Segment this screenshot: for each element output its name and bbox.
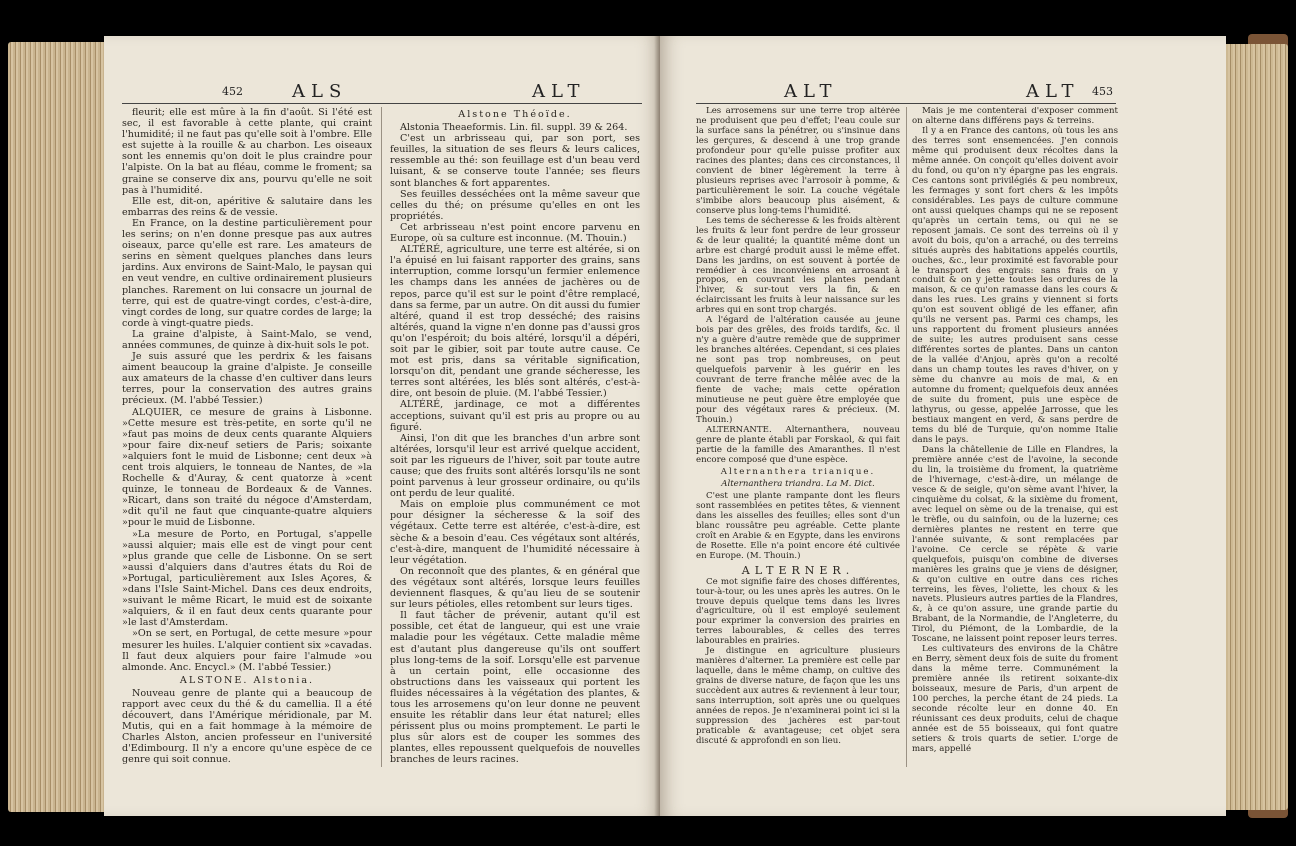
running-head-right: ALT	[532, 81, 586, 102]
paragraph: Ainsi, l'on dit que les branches d'un arbre sont altérées, lorsqu'il leur est arrivé quelque accident, soit par les rigueurs de l'hiver, soit par toute autre cause; que des fruits sont altérés lorsqu'ils ne sont point parvenus à leur grosseur ordinaire, ou qu'ils ont perdu de leur qualité.	[390, 432, 640, 500]
text-column-1	[122, 107, 372, 766]
paragraph: C'est un arbrisseau qui, par son port, ses feuilles, la situation de ses fleurs & leurs calices, ressemble au thé: son feuillage est d'un beau verd luisant, & se conserve toute l'année; ses fleurs sont blanches & fort apparentes.	[390, 133, 640, 189]
paragraph: ALTERNER.	[741, 563, 855, 577]
open-book	[8, 30, 1288, 822]
paragraph: »La mesure de Porto, en Portugal, s'appelle »aussi alquier; mais elle est de vingt pour cent »plus grande que celle de Lisbonne. On se sert »aussi d'alquiers dans d'autres états du Roi de »Portugal, particulièrement aux Isles Açores, & »dans l'Isle Saint-Michel. Dans ces deux endroits, »suivant le même Ricart, le muid est de soixante »alquiers, & il en faut deux cents quarante pour »le last d'Amsterdam.	[122, 528, 372, 629]
paragraph: Je distingue en agriculture plusieurs manières d'alterner. La première est celle par laquelle, dans le même champ, on cultive des grains de diverse nature, de façon que les uns succèdent aux autres & reviennent à leur tour, sans interruption, soit après une ou quelques années de repos. Je n'examinerai point ici si la suppression des jachères est par-tout praticable & avantageuse; cet objet sera discuté & approfondi en son lieu.	[696, 646, 900, 747]
paragraph: Il faut tâcher de prévenir, autant qu'il est possible, cet état de langueur, qui est une vraie maladie pour les végétaux. Cette maladie même est d'autant plus dangereuse qu'ils ont souffert plus long-tems de la soif. Lorsqu'elle est parvenue à un certain point, elle occasionne des obstructions dans les vaisseaux qui portent les fluides nécessaires à la végétation des plantes, & tous les arrosemens qu'on leur donne ne peuvent ensuite les rétablir dans leur état naturel; elles périssent plus ou moins promptement. Le parti le plus sûr alors est de couper les sommes des plantes, elles repoussent quelquefois de nouvelles branches de leurs racines.	[390, 610, 640, 766]
paragraph: fleurit; elle est mûre à la fin d'août. Si l'été est sec, il est favorable à cette plante, qui craint l'humidité; il ne faut pas qu'elle soit à l'ombre. Elle est sujette à la rouille & au charbon. Les oiseaux sont les ennemis qu'on doit le plus craindre pour l'alpiste. On la bat au fléau, comme le froment; sa graine se conserve dix ans, pourvu qu'elle ne soit pas à l'humidité.	[122, 107, 372, 196]
paragraph: On reconnoît que des plantes, & en général que des végétaux sont altérés, lorsque leurs feuilles deviennent flasques, & qu'au lieu de se soutenir sur leurs pétioles, elles retombent sur leurs tiges.	[390, 565, 640, 611]
paragraph: En France, on la destine particulièrement pour les serins; on n'en donne presque pas aux autres oiseaux, parce qu'elle est rare. Les amateurs de serins en sèment quelques planches dans leurs jardins. Aux environs de Saint-Malo, le paysan qui en veut vendre, en cultive ordinairement plusieurs planches. Rarement on lui consacre un journal de terre, qui est de quatre-vingt cordes, c'est-à-dire, vingt cordes de long, sur quatre cordes de large; la corde à vingt-quatre pieds.	[122, 217, 372, 329]
paragraph: Je suis assuré que les perdrix & les faisans aiment beaucoup la graine d'alpiste. Je conseille aux amateurs de la chasse d'en cultiver dans leurs terres, pour la conservation des autres grains précieux. (M. l'abbé Tessier.)	[122, 351, 372, 407]
column-divider	[906, 107, 907, 767]
column-divider	[381, 107, 382, 767]
paragraph: Dans la châtellenie de Lille en Flandres, la première année c'est de l'avoine, la seconde du lin, la troisième du froment, la quatrième de l'hivernage, c'est-à-dire, un mélange de vesce & de seigle, qu'on sème avant l'hiver, la cinquième du colsat, & la sixième du froment, avec lequel on sème ou de la trenaise, qui est le trèfle, ou du sainfoin, ou de la luzerne; ces dernières plantes ne restent en terre que l'année suivante, & sont remplacées par l'avoine. Ce cercle se répète & varie quelquefois, puisqu'on combine de diverses manières les grains que je viens de désigner, & qu'on cultive en outre dans ces riches terreins, les fèves, l'oliette, les choux & les navets. Plusieurs autres parties de la Flandres, &, à ce qu'on assure, une grande partie du Brabant, de la Normandie, de l'Angleterre, du Tirol, du Piémont, de la Lombardie, de la Toscane, ne laissent point reposer leurs terres.	[912, 444, 1118, 645]
paragraph: La graine d'alpiste, à Saint-Malo, se vend, années communes, de quinze à dix-huit sols le pot.	[122, 328, 372, 351]
paragraph: Elle est, dit-on, apéritive & salutaire dans les embarras des reins & de vessie.	[122, 195, 372, 218]
paragraph: ALSTONE. Alstonia.	[179, 674, 315, 686]
paragraph: A l'égard de l'altération causée au jeune bois par des grêles, des froids tardifs, &c. il n'y a guère d'autre remède que de supprimer les branches altérées. Cependant, si ces plaies ne sont pas trop nombreuses, on peut quelquefois parvenir à les guérir en les couvrant de terre franche mêlée avec de la fiente de vache; mais cette opération minutieuse ne peut guère être employée que pour des végétaux rares & précieux. (M. Thouin.)	[696, 315, 900, 426]
page-edges-left	[8, 42, 118, 812]
paragraph: ALTÉRÉ, agriculture, une terre est altérée, si on l'a épuisé en lui faisant rapporter des grains, sans interruption, comme lorsqu'un fermier enlemence les champs dans les années de jachères ou de repos, parce qu'il est sur le point d'être remplacé, dans sa ferme, par un autre. On dit aussi du fumier altéré, quand il est trop desséché; des raisins altérés, quand la vigne n'en donne pas d'aussi gros qu'on l'espéroit; du bois altéré, lorsqu'il a dépéri, soit par le gibier, soit par toute autre cause. Ce mot est pris, dans sa véritable signification, lorsqu'on dit, pendant une grande sécheresse, les terres sont altérées, les blés sont altérés, c'est-à-dire, ont besoin de pluie. (M. l'abbé Tessier.)	[390, 244, 640, 400]
paragraph: Alstonia Theaeformis. Lin. fil. suppl. 39 & 264.	[400, 122, 628, 134]
header-rule	[696, 103, 1116, 104]
paragraph: Alternanthera trianique.	[720, 466, 876, 477]
paragraph: Ses feuilles desséchées ont la même saveur que celles du thé; on présume qu'elles en ont les propriétés.	[390, 188, 640, 222]
paragraph: ALQUIER, ce mesure de grains à Lisbonne. »Cette mesure est très-petite, en sorte qu'il ne »faut pas moins de deux cents quarante Alquiers »pour faire dix-neuf setiers de Paris; soixante »alquiers font le muid de Lisbonne; cent deux »à cent trois alquiers, le tonneau de Nantes, de »la Rochelle & d'Auray, & cent quatorze à »cent quinze, le tonneau de Bordeaux & de Vannes. »Ricart, dans son traité du négoce d'Amsterdam, »dit qu'il ne faut que cinquante-quatre alquiers »pour le muid de Lisbonne.	[122, 406, 372, 529]
paragraph: C'est une plante rampante dont les fleurs sont rassemblées en petites têtes, & viennent dans les aisselles des feuilles; elles sont d'un blanc roussâtre peu agréable. Cette plante croît en Arabie & en Egypte, dans les environs de Rosette. Elle n'a point encore été cultivée en Europe. (M. Thouin.)	[696, 490, 900, 561]
paragraph: Alternanthera triandra. La M. Dict.	[721, 478, 875, 489]
right-page	[660, 36, 1226, 816]
running-head-left: ALS	[292, 81, 348, 102]
paragraph: Les arrosemens sur une terre trop altérée ne produisent que peu d'effet; l'eau coule sur la surface sans la pénétrer, ou s'insinue dans les gerçures, & descend à une trop grande profondeur pour qu'elle puisse profiter aux racines des plantes; dans ces circonstances, il convient de biner légèrement la terre à plusieurs reprises avec l'arrosoir à pomme, & particulièrement le soir. La couche végétale s'imbibe alors beaucoup plus aisément, & conserve plus long-tems l'humidité.	[696, 107, 900, 216]
paragraph: »On se sert, en Portugal, de cette mesure »pour mesurer les huiles. L'alquier contient six »cavadas. Il faut deux alquiers pour faire l'almude »ou almonde. Anc. Encycl.» (M. l'abbé Tessier.)	[122, 628, 372, 673]
paragraph: Mais je me contenterai d'exposer comment on alterne dans différens pays & terreins.	[912, 107, 1118, 126]
paragraph: ALTERNANTE. Alternanthera, nouveau genre de plante établi par Forskaol, & qui fait partie de la famille des Amaranthes. Il n'est encore composé que d'une espèce.	[696, 425, 900, 465]
text-column-2	[390, 107, 640, 766]
paragraph: Il y a en France des cantons, où tous les ans des terres sont ensemencées. J'en connois même qui produisent deux récoltes dans la même année. On conçoit qu'elles doivent avoir du fond, ou qu'on n'y épargne pas les engrais. Ces cantons sont privilégiés & peu nombreux, les fermages y sont fort chers & les impôts considérables. Les pays de culture commune ont aussi quelques champs qui ne se reposent qu'après un certain tems, ou qui ne se reposent jamais. Ce sont des terreins où il y avoit du bois, qu'on a arraché, ou des terreins situés auprès des habitations appelés courtils, ouches, &c., leur proximité est favorable pour le transport des engrais: sans frais on y conduit & on y jette toutes les ordures de la maison, & ce qu'on ramasse dans les cours & dans les rues. Les grains y viennent si forts qu'on est souvent obligé de les effaner, afin qu'ils ne versent pas. Parmi ces champs, les uns rapportent du froment plusieurs années de suite; les autres produisent sans cesse différentes sortes de plantes. Dans un canton de la vallée d'Anjou, après qu'on a recolté dans un champ toutes les raves d'hiver, on y sème du chanvre au mois de mai, & en automne du froment; quelquefois deux années de suite du froment, puis une espèce de lathyrus, ou gesse, appelée Jarrosse, que les bestiaux mangent en verd, & sans perdre de tems du blé de Turquie, qu'on nomme Italie dans le pays.	[912, 125, 1118, 445]
running-head-left: ALT	[784, 81, 838, 102]
paragraph: Cet arbrisseau n'est point encore parvenu en Europe, où sa culture est inconnue. (M. Thouin.)	[390, 221, 640, 245]
paragraph: Alstone Théoïde.	[458, 109, 572, 120]
paragraph: Les cultivateurs des environs de la Châtre en Berry, sèment deux fois de suite du froment dans la même terre. Communément la première année ils retirent soixante-dix boisseaux, mesure de Paris, d'un arpent de 100 perches, la perche étant de 24 pieds. La seconde récolte leur en donne 40. En réunissant ces deux produits, celui de chaque année est de 55 boisseaux, qui font quatre setiers & trois quarts de setier. L'orge de mars, appellé	[912, 644, 1118, 754]
page-number: 453	[1092, 85, 1113, 98]
paragraph: Les tems de sécheresse & les froids altèrent les fruits & leur font perdre de leur grosseur & de leur qualité; la quantité même dont un arbre est chargé produit aussi le même effet. Dans les jardins, on est souvent à portée de remédier à ces inconvéniens en arrosant à propos, en couvrant les plantes pendant l'hiver, & sur-tout vers la fin, & en éclaircissant les fruits à leur naissance sur les arbres qui en sont trop chargés.	[696, 215, 900, 316]
running-head-right: ALT	[1026, 81, 1080, 102]
paragraph: Ce mot signifie faire des choses différentes, tour-à-tour, ou les unes après les autres. On le trouve depuis quelque tems dans les livres d'agriculture, où il est employé seulement pour exprimer la conversion des prairies en terres labourables, & celles des terres labourables en prairies.	[696, 576, 900, 647]
page-number: 452	[222, 85, 243, 98]
paragraph: ALTÉRÉ, jardinage, ce mot a différentes acceptions, suivant qu'il est pris au propre ou au figuré.	[390, 399, 640, 433]
text-column-2	[912, 107, 1118, 755]
left-page	[104, 36, 660, 816]
paragraph: Mais on emploie plus communément ce mot pour désigner la sécheresse & la soif des végétaux. Cette terre est altérée, c'est-à-dire, est sèche & a besoin d'eau. Ces végétaux sont altérés, c'est-à-dire, manquent de l'humidité nécessaire à leur végétation.	[390, 499, 640, 566]
text-column-1	[696, 107, 900, 747]
header-rule	[122, 103, 642, 104]
paragraph: Nouveau genre de plante qui a beaucoup de rapport avec ceux du thé & du camellia. Il a été découvert, dans l'Amérique méridionale, par M. Mutis, qui en a fait hommage à la mémoire de Charles Alston, ancien professeur en l'université d'Edimbourg. Il n'y a encore qu'une espèce de ce genre qui soit connue.	[122, 687, 372, 766]
